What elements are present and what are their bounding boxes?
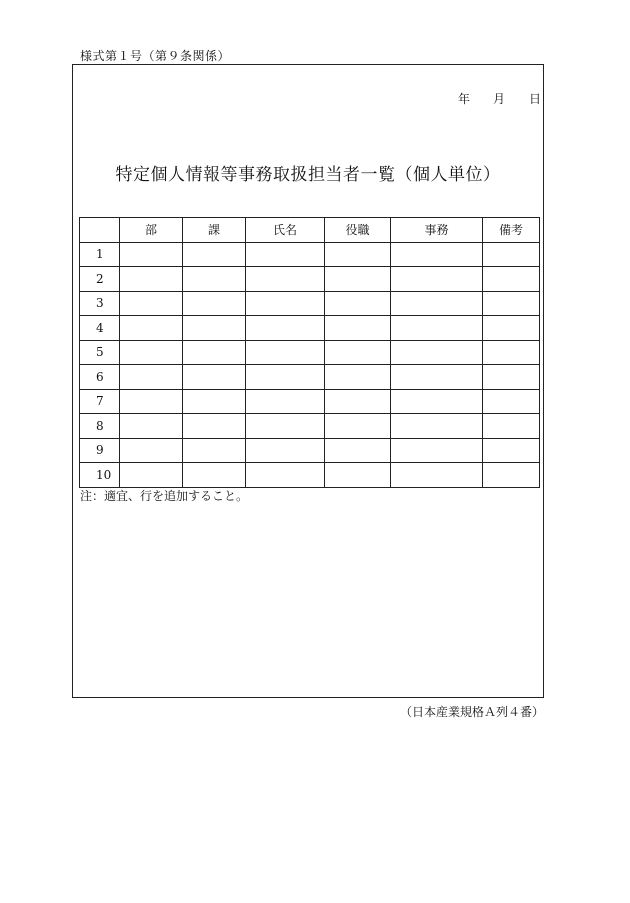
row-number: 2 bbox=[80, 267, 120, 292]
position-cell[interactable] bbox=[325, 267, 391, 292]
table-header-row bbox=[80, 218, 540, 243]
remarks-cell[interactable] bbox=[483, 389, 540, 414]
department-cell[interactable] bbox=[120, 365, 183, 390]
table-row bbox=[80, 438, 540, 463]
remarks-cell[interactable] bbox=[483, 340, 540, 365]
department-cell[interactable] bbox=[120, 242, 183, 267]
duties-cell[interactable] bbox=[391, 316, 483, 341]
remarks-cell[interactable] bbox=[483, 291, 540, 316]
position-cell[interactable] bbox=[325, 389, 391, 414]
name-cell[interactable] bbox=[246, 291, 325, 316]
department-cell[interactable] bbox=[120, 438, 183, 463]
duties-cell[interactable] bbox=[391, 242, 483, 267]
row-number: 1 bbox=[80, 242, 120, 267]
date-month-label: 月 bbox=[493, 92, 506, 106]
document-title: 特定個人情報等事務取扱担当者一覧（個人単位） bbox=[115, 165, 501, 185]
table-row bbox=[80, 316, 540, 341]
table-note: 注：適宜、行を追加すること。 bbox=[80, 489, 249, 503]
section-cell[interactable] bbox=[183, 316, 246, 341]
table-row bbox=[80, 267, 540, 292]
position-cell[interactable] bbox=[325, 242, 391, 267]
header-cell-department: 部 bbox=[120, 218, 183, 243]
section-cell[interactable] bbox=[183, 267, 246, 292]
table-row bbox=[80, 463, 540, 488]
section-cell[interactable] bbox=[183, 414, 246, 439]
date-year-label: 年 bbox=[458, 92, 471, 106]
table-row bbox=[80, 365, 540, 390]
table-row bbox=[80, 242, 540, 267]
duties-cell[interactable] bbox=[391, 463, 483, 488]
header-cell-position: 役職 bbox=[325, 218, 391, 243]
date-day-label: 日 bbox=[529, 92, 542, 106]
department-cell[interactable] bbox=[120, 267, 183, 292]
duties-cell[interactable] bbox=[391, 389, 483, 414]
row-number: 10 bbox=[80, 463, 120, 488]
duties-cell[interactable] bbox=[391, 340, 483, 365]
header-cell-section: 課 bbox=[183, 218, 246, 243]
duties-cell[interactable] bbox=[391, 365, 483, 390]
section-cell[interactable] bbox=[183, 389, 246, 414]
paper-size-note: （日本産業規格Ａ列４番） bbox=[399, 705, 544, 719]
staff-roster-table bbox=[79, 217, 540, 488]
section-cell[interactable] bbox=[183, 340, 246, 365]
remarks-cell[interactable] bbox=[483, 316, 540, 341]
remarks-cell[interactable] bbox=[483, 463, 540, 488]
name-cell[interactable] bbox=[246, 463, 325, 488]
remarks-cell[interactable] bbox=[483, 242, 540, 267]
name-cell[interactable] bbox=[246, 414, 325, 439]
section-cell[interactable] bbox=[183, 242, 246, 267]
position-cell[interactable] bbox=[325, 291, 391, 316]
position-cell[interactable] bbox=[325, 438, 391, 463]
row-number: 5 bbox=[80, 340, 120, 365]
section-cell[interactable] bbox=[183, 438, 246, 463]
row-number: 3 bbox=[80, 291, 120, 316]
row-number: 6 bbox=[80, 365, 120, 390]
row-number: 7 bbox=[80, 389, 120, 414]
department-cell[interactable] bbox=[120, 463, 183, 488]
row-number: 8 bbox=[80, 414, 120, 439]
row-number: 9 bbox=[80, 438, 120, 463]
name-cell[interactable] bbox=[246, 267, 325, 292]
duties-cell[interactable] bbox=[391, 267, 483, 292]
duties-cell[interactable] bbox=[391, 291, 483, 316]
position-cell[interactable] bbox=[325, 365, 391, 390]
name-cell[interactable] bbox=[246, 389, 325, 414]
remarks-cell[interactable] bbox=[483, 267, 540, 292]
table-row bbox=[80, 414, 540, 439]
remarks-cell[interactable] bbox=[483, 438, 540, 463]
name-cell[interactable] bbox=[246, 340, 325, 365]
form-label: 様式第１号（第９条関係） bbox=[80, 49, 231, 63]
header-cell-name: 氏名 bbox=[246, 218, 325, 243]
remarks-cell[interactable] bbox=[483, 414, 540, 439]
department-cell[interactable] bbox=[120, 340, 183, 365]
table-row bbox=[80, 389, 540, 414]
section-cell[interactable] bbox=[183, 365, 246, 390]
department-cell[interactable] bbox=[120, 414, 183, 439]
remarks-cell[interactable] bbox=[483, 365, 540, 390]
department-cell[interactable] bbox=[120, 389, 183, 414]
position-cell[interactable] bbox=[325, 414, 391, 439]
name-cell[interactable] bbox=[246, 365, 325, 390]
position-cell[interactable] bbox=[325, 316, 391, 341]
position-cell[interactable] bbox=[325, 340, 391, 365]
row-number: 4 bbox=[80, 316, 120, 341]
duties-cell[interactable] bbox=[391, 438, 483, 463]
header-cell-remarks: 備考 bbox=[483, 218, 540, 243]
name-cell[interactable] bbox=[246, 438, 325, 463]
duties-cell[interactable] bbox=[391, 414, 483, 439]
department-cell[interactable] bbox=[120, 291, 183, 316]
section-cell[interactable] bbox=[183, 463, 246, 488]
table-row bbox=[80, 340, 540, 365]
name-cell[interactable] bbox=[246, 316, 325, 341]
department-cell[interactable] bbox=[120, 316, 183, 341]
header-cell-duties: 事務 bbox=[391, 218, 483, 243]
position-cell[interactable] bbox=[325, 463, 391, 488]
header-cell-number bbox=[80, 218, 120, 243]
section-cell[interactable] bbox=[183, 291, 246, 316]
table-row bbox=[80, 291, 540, 316]
name-cell[interactable] bbox=[246, 242, 325, 267]
